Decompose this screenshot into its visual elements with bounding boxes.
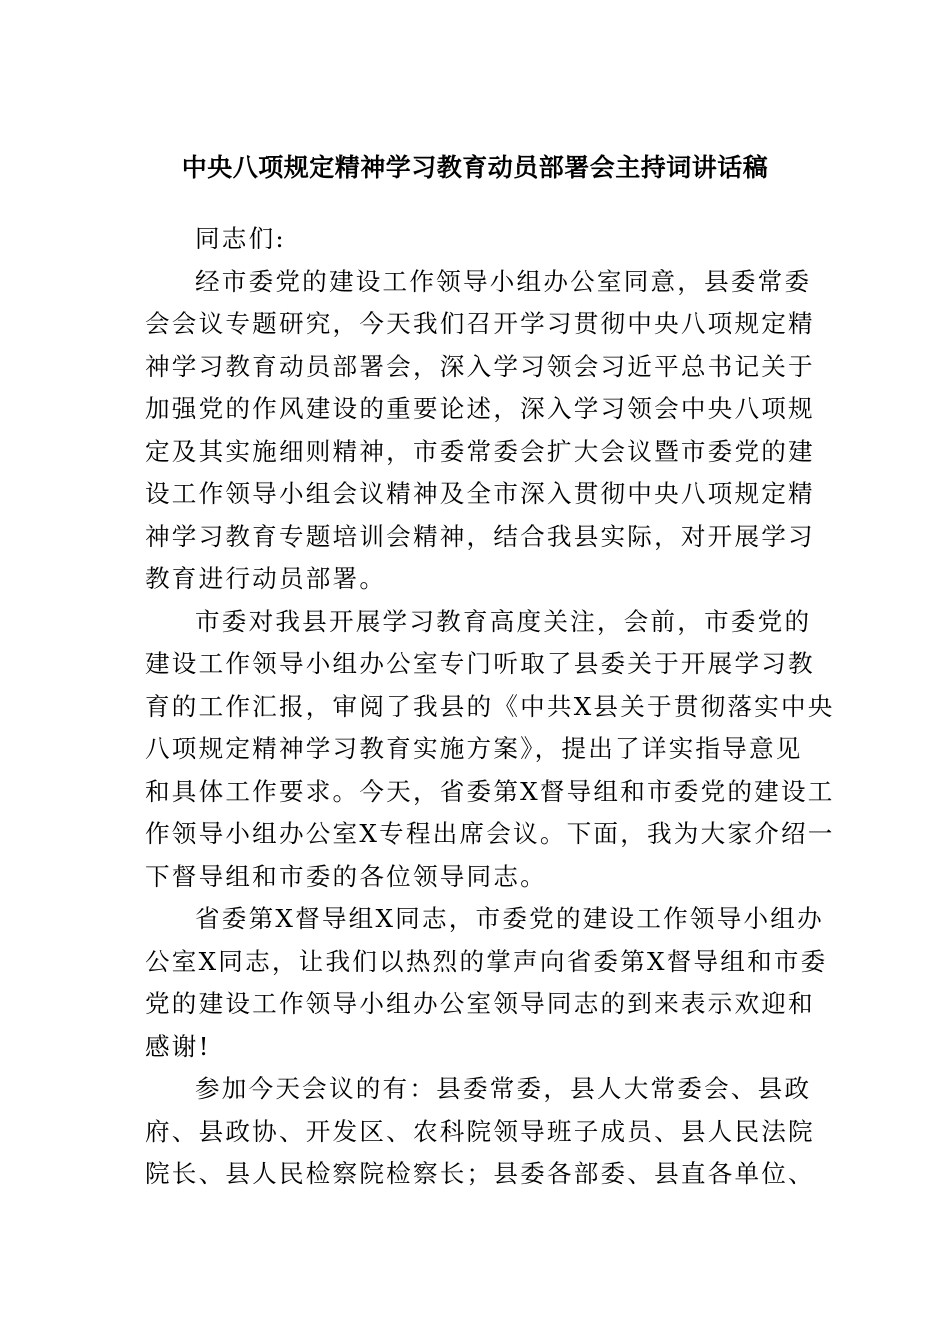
text-line: 院长、县人民检察院检察长；县委各部委、县直各单位、 [145,1159,815,1188]
paragraph-2 [145,601,835,899]
text-line: 加强党的作风建设的重要论述，深入学习领会中央八项规 [145,394,815,423]
text-line: 感谢! [145,1031,211,1061]
text-line: 市委对我县开展学习教育高度关注，会前，市委党的 [195,606,812,636]
text-line: 和具体工作要求。今天，省委第X督导组和市委党的建设工 [145,776,835,806]
paragraph-4 [145,1068,815,1196]
text-line: 下督导组和市委的各位领导同志。 [145,861,547,891]
document-body [145,218,835,1196]
text-line: 经市委党的建设工作领导小组办公室同意，县委常委 [195,266,812,296]
text-line: 党的建设工作领导小组办公室领导同志的到来表示欢迎和 [145,989,815,1018]
text-line: 省委第X督导组X同志，市委党的建设工作领导小组办 [195,904,824,933]
text-line: 会会议专题研究，今天我们召开学习贯彻中央八项规定精 [145,309,815,338]
paragraph-1 [145,261,815,601]
text-line: 建设工作领导小组办公室专门听取了县委关于开展学习教 [145,649,815,678]
document-title: 中央八项规定精神学习教育动员部署会主持词讲话稿 [181,153,769,182]
text-line: 参加今天会议的有：县委常委，县人大常委会、县政 [195,1074,812,1103]
text-line: 育的工作汇报，审阅了我县的《中共X县关于贯彻落实中央 [145,691,835,721]
text-line: 八项规定精神学习教育实施方案》，提出了详实指导意见 [145,734,803,763]
text-line: 作领导小组办公室X专程出席会议。下面，我为大家介绍一 [145,819,835,848]
text-line: 教育进行动员部署。 [145,564,387,593]
text-line: 神学习教育动员部署会，深入学习领会习近平总书记关于 [145,351,815,381]
paragraph-3 [145,898,828,1068]
text-line: 府、县政协、开发区、农科院领导班子成员、县人民法院 [145,1116,815,1146]
text-line: 设工作领导小组会议精神及全市深入贯彻中央八项规定精 [145,479,815,508]
paragraph-salutation [145,218,805,261]
text-line: 神学习教育专题培训会精神，结合我县实际，对开展学习 [145,521,815,551]
text-line: 定及其实施细则精神，市委常委会扩大会议暨市委党的建 [145,436,815,466]
text-line: 同志们: [195,224,286,253]
text-line: 公室X同志，让我们以热烈的掌声向省委第X督导组和市委 [145,946,828,976]
